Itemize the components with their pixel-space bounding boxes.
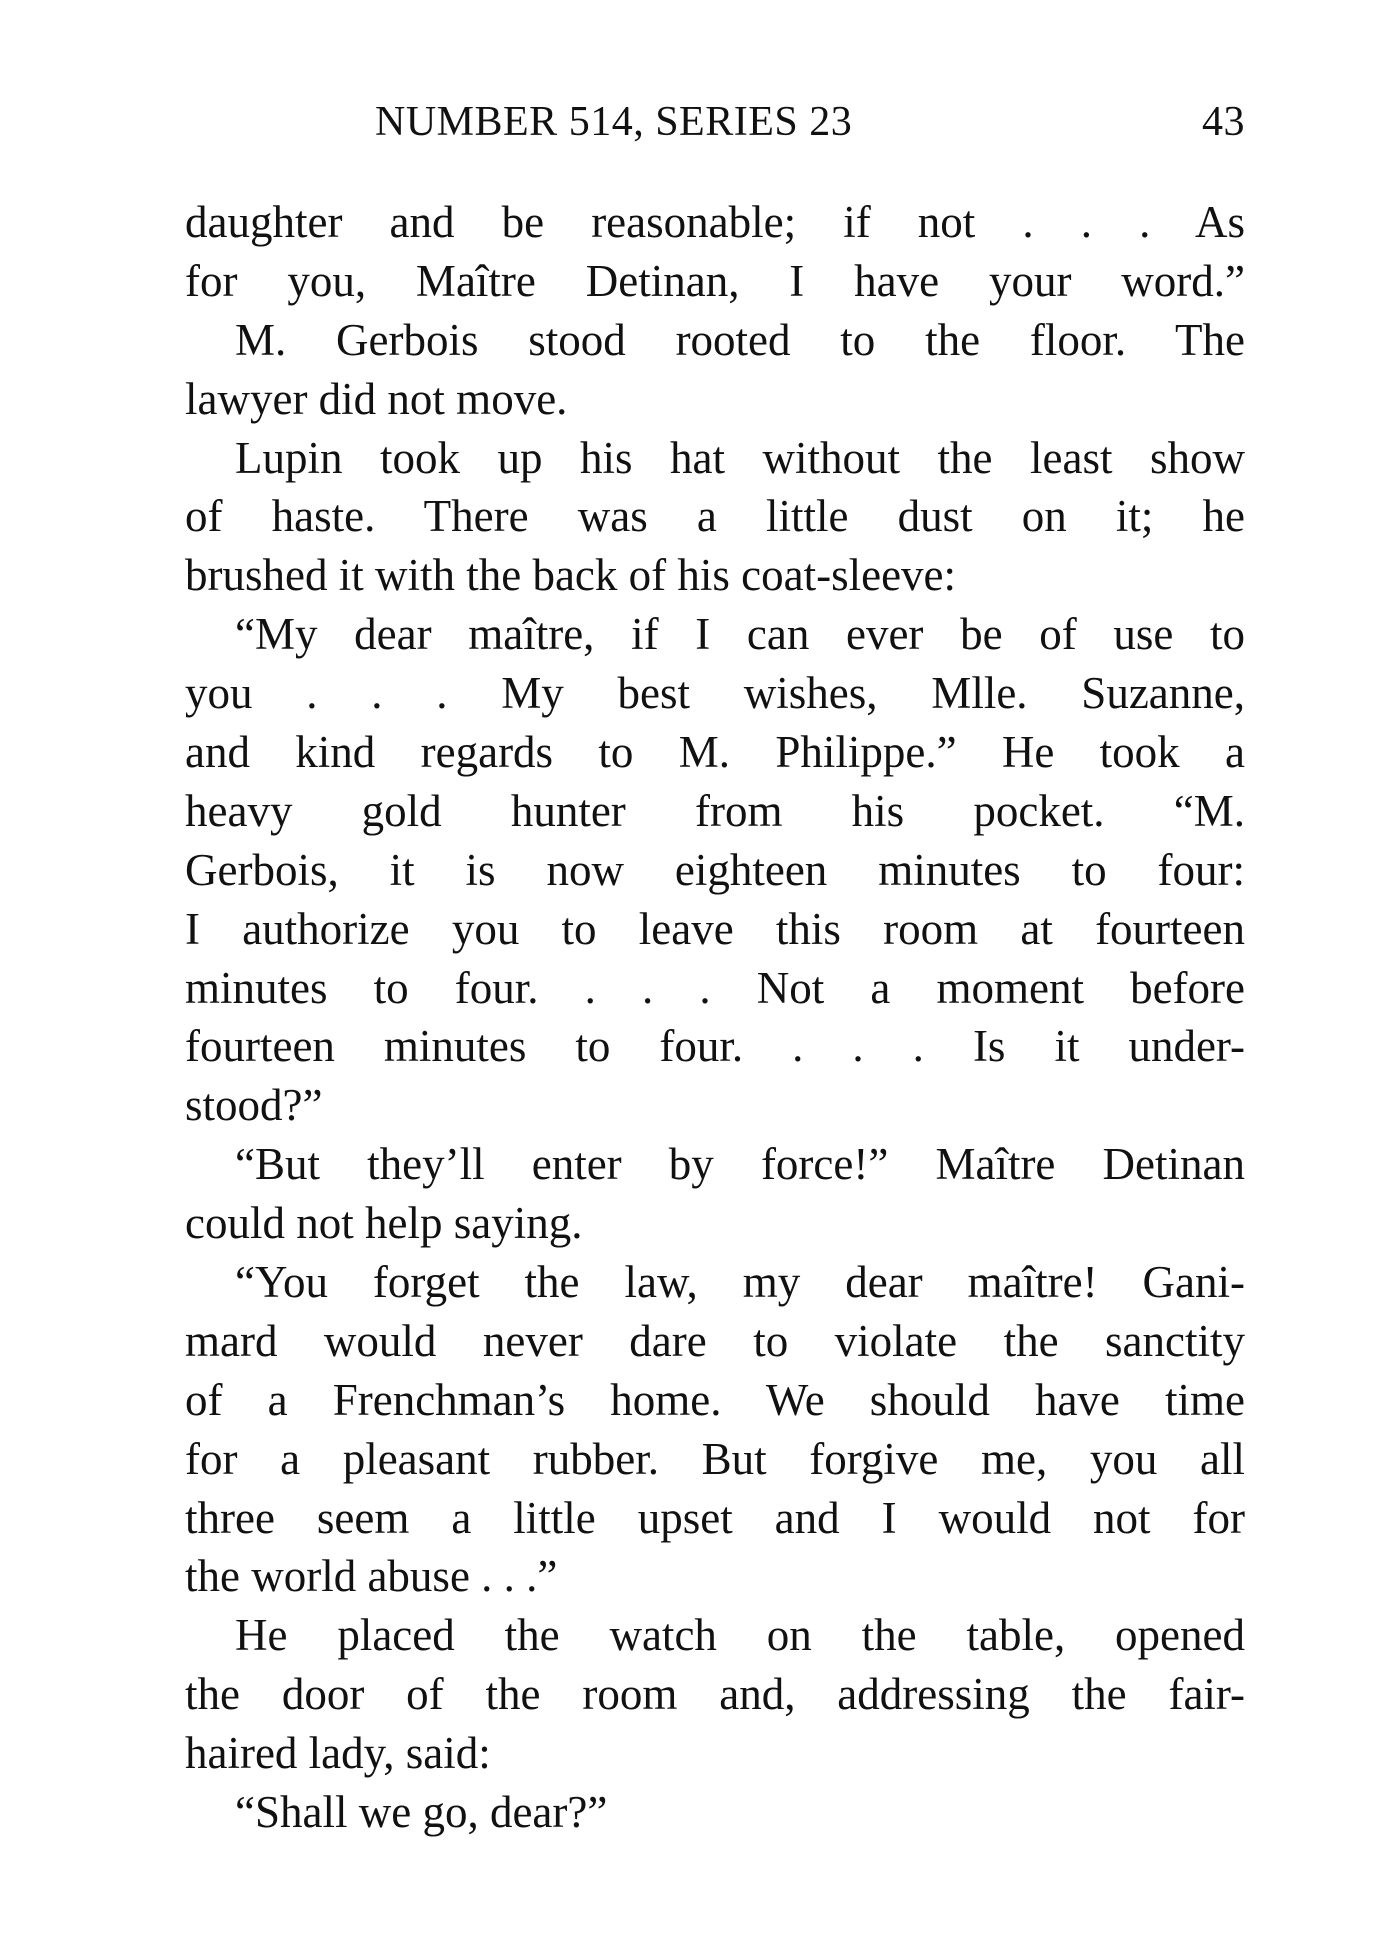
text-line: stood?”: [185, 1080, 323, 1131]
text-line: you . . . My best wishes, Mlle. Suzanne,: [185, 668, 1245, 719]
text-line: haired lady, said:: [185, 1728, 491, 1779]
page-number: 43: [1202, 99, 1245, 145]
page-header: [185, 98, 1245, 158]
text-line: of a Frenchman’s home. We should have time: [185, 1374, 1245, 1425]
text-line: brushed it with the back of his coat-sleeve:: [185, 550, 957, 601]
text-line: for a pleasant rubber. But forgive me, you all: [185, 1433, 1245, 1484]
text-line: “You forget the law, my dear maître! Gani-: [235, 1257, 1245, 1308]
text-line: “My dear maître, if I can ever be of use to: [235, 609, 1245, 660]
text-line: could not help saying.: [185, 1198, 583, 1249]
text-line: He placed the watch on the table, opened: [235, 1610, 1245, 1661]
text-line: minutes to four. . . . Not a moment before: [185, 962, 1245, 1013]
text-line: mard would never dare to violate the sanctity: [185, 1315, 1245, 1366]
text-line: daughter and be reasonable; if not . . . As: [185, 197, 1245, 247]
text-line: Gerbois, it is now eighteen minutes to four:: [185, 844, 1245, 895]
text-line: the door of the room and, addressing the fair-: [185, 1669, 1245, 1720]
text-line: and kind regards to M. Philippe.” He took a: [185, 727, 1245, 778]
running-title: NUMBER 514, SERIES 23: [375, 99, 853, 145]
text-line: I authorize you to leave this room at fourteen: [185, 903, 1245, 954]
text-line: “But they’ll enter by force!” Maître Detinan: [235, 1139, 1245, 1190]
body-text: [185, 193, 1245, 1842]
text-line: fourteen minutes to four. . . . Is it under-: [185, 1021, 1245, 1072]
text-line: three seem a little upset and I would not for: [185, 1492, 1245, 1543]
text-line: lawyer did not move.: [185, 373, 568, 424]
text-line: Lupin took up his hat without the least show: [235, 432, 1245, 483]
text-line: M. Gerbois stood rooted to the floor. The: [235, 314, 1245, 365]
text-line: “Shall we go, dear?”: [235, 1787, 608, 1838]
text-line: for you, Maître Detinan, I have your word.”: [185, 255, 1245, 306]
text-line: the world abuse . . .”: [185, 1551, 558, 1602]
text-line: of haste. There was a little dust on it; he: [185, 491, 1245, 542]
text-line: heavy gold hunter from his pocket. “M.: [185, 785, 1245, 836]
